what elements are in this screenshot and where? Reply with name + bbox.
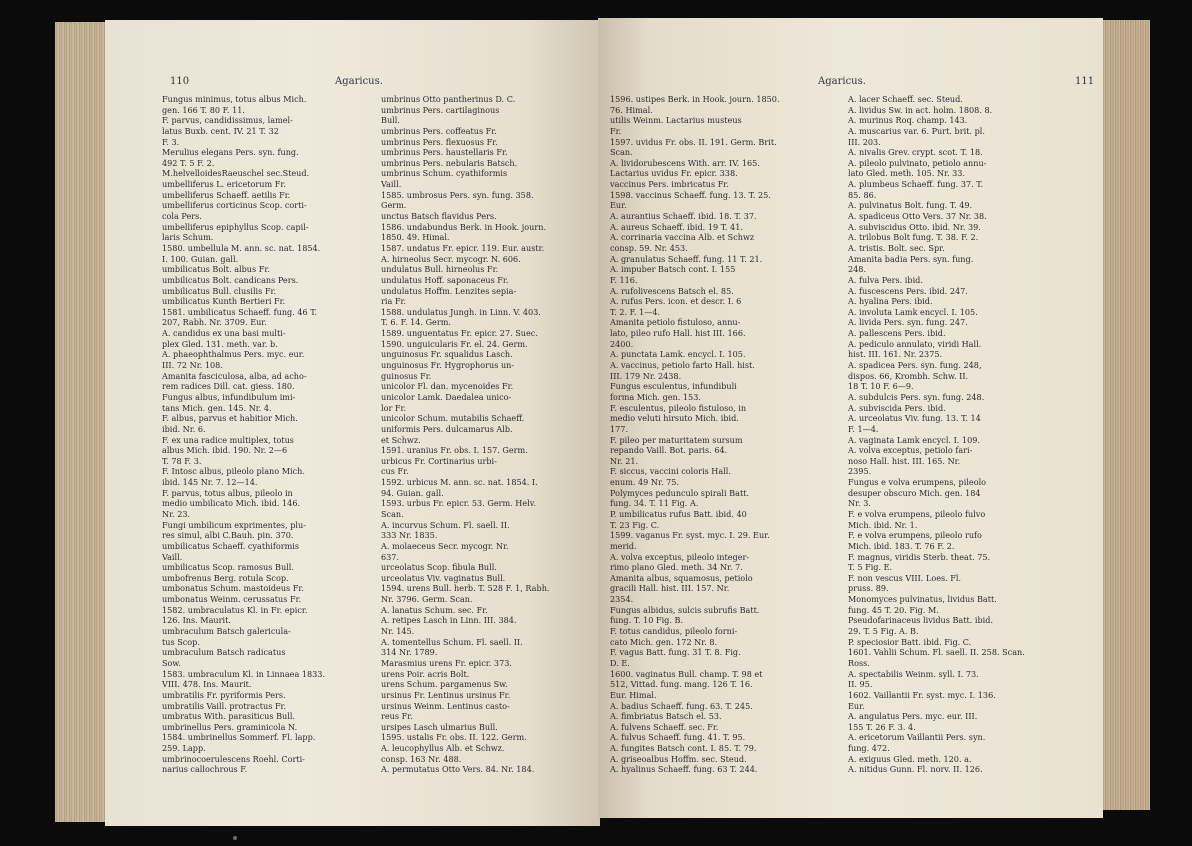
entry-line: umbraculum Batsch galericula-: [162, 626, 291, 637]
entry-line: A. corrinaria vaccina Alb. et Schwz: [610, 232, 755, 243]
entry-line: Fungus e volva erumpens, pileolo: [848, 477, 987, 488]
entry-line: plex Gled. 131. meth. var. b.: [162, 338, 278, 349]
entry-line: desuper obscuro Mich. gen. 184: [848, 487, 981, 498]
entry-line: Merulius elegans Pers. syn. fung.: [162, 147, 299, 158]
entry-line: Fungus albus, infundibulum imi-: [162, 391, 296, 402]
entry-line: Germ.: [381, 200, 407, 211]
entry-line: T. 2. F. 1—4.: [610, 306, 661, 317]
entry-line: 1583. umbraculum Kl. in Linnaea 1833.: [162, 668, 326, 679]
entry-line: cato Mich. gen. 172 Nr. 8.: [610, 636, 718, 647]
entry-line: A. vaccinus, petiolo farto Hall. hist.: [610, 360, 755, 371]
entry-line: A. fulvens Schaeff. sec. Fr.: [610, 721, 719, 732]
entry-line: noso Hall. hist. III. 165. Nr.: [848, 455, 961, 466]
entry-line: Nr. 145.: [381, 626, 415, 637]
entry-line: umbilicatus Bolt. albus Fr.: [162, 264, 270, 275]
entry-line: A. aurantius Schaeff. ibid. 18. T. 37.: [610, 211, 757, 222]
entry-line: Fungus albidus, sulcis subrufis Batt.: [610, 604, 760, 615]
entry-line: A. pallescens Pers. ibid.: [848, 328, 946, 339]
entry-line: rimo plano Gled. meth. 34 Nr. 7.: [610, 562, 743, 573]
entry-line: umbrinellus Pers. graminicola N.: [162, 721, 298, 732]
entry-line: F. vagus Batt. fung. 31 T. 8. Fig.: [610, 647, 741, 658]
entry-line: umbrinus Pers. flexuosus Fr.: [381, 136, 498, 147]
entry-line: tus Scop.: [162, 636, 200, 647]
entry-line: undulatus Hoff. saponaceus Fr.: [381, 274, 509, 285]
entry-line: medio umbilicato Mich. ibid. 146.: [162, 498, 301, 509]
entry-line: F. totus candidus, pileolo forni-: [610, 626, 738, 637]
entry-line: Fungus esculentus, infundibuli: [610, 381, 737, 392]
entry-line: F. ex una radice multiplex, totus: [162, 434, 294, 445]
entry-line: F. magnus, viridis Sterb. theat. 75.: [848, 551, 991, 562]
entry-line: T. 5 Fig. E.: [848, 562, 893, 573]
entry-line: 1601. Vahlii Schum. Fl. saell. II. 258. Scan.: [848, 647, 1025, 658]
entry-line: F. 3.: [162, 136, 180, 147]
entry-line: I. 100. Guian. gall.: [162, 253, 239, 264]
entry-line: fung. T. 10 Fig. B.: [610, 615, 684, 626]
entry-line: A. fungites Batsch cont. I. 85. T. 79.: [610, 743, 757, 754]
entry-line: A. lanatus Schum. sec. Fr.: [381, 604, 488, 615]
entry-line: A. ericetorum Vaillantii Pers. syn.: [848, 732, 986, 743]
entry-line: umbrinus Otto pantherinus D. C.: [381, 94, 516, 104]
entry-line: guinosus Fr.: [381, 370, 432, 381]
entry-line: unicolor Lamk. Daedalea unico-: [381, 391, 512, 402]
entry-line: A. murinus Roq. champ. 143.: [848, 115, 968, 126]
entry-line: 259. Lapp.: [162, 743, 206, 754]
entry-line: Eur.: [848, 700, 865, 711]
entry-line: unicolor Schum. mutabilis Schaeff.: [381, 413, 525, 424]
entry-line: Bull.: [381, 115, 400, 126]
entry-line: ria Fr.: [381, 296, 407, 307]
entry-line: F. non vescus VIII. Loes. Fl.: [848, 572, 962, 583]
entry-line: 248.: [848, 264, 867, 275]
entry-line: consp. 163 Nr. 488.: [381, 753, 462, 764]
entry-line: ursinus Weinm. Lentinus casto-: [381, 700, 510, 711]
entry-line: A. punctata Lamk. encycl. I. 105.: [610, 349, 746, 360]
entry-line: unguinosus Fr. squalidus Lasch.: [381, 349, 513, 360]
entry-line: Nr. 21.: [610, 455, 639, 466]
entry-line: A. trilobus Bolt fung. T. 38. F. 2.: [848, 232, 979, 243]
entry-line: A. badius Schaeff. fung. 63. T. 245.: [610, 700, 753, 711]
entry-line: urceolatus Scop. fibula Bull.: [381, 562, 497, 573]
entry-line: A. volva exceptus, petiolo fari-: [848, 445, 973, 456]
entry-line: latus Buxb. cent. IV. 21 T. 32: [162, 125, 279, 136]
entry-line: umbrinus Pers. nebularis Batsch.: [381, 157, 518, 168]
entry-line: 1592. urbicus M. ann. sc. nat. 1854. I.: [381, 477, 538, 488]
entry-line: A. aureus Schaeff. ibid. 19 T. 41.: [610, 221, 743, 232]
entry-line: A. hirneolus Secr. mycogr. N. 606.: [381, 253, 521, 264]
entry-line: 29. T. 5 Fig. A. B.: [848, 626, 919, 637]
entry-line: vaccinus Pers. imbricatus Fr.: [610, 179, 729, 190]
entry-line: Nr. 23.: [162, 508, 191, 519]
entry-line: A. molaeceus Secr. mycogr. Nr.: [381, 540, 509, 551]
entry-line: Fungus minimus, totus albus Mich.: [162, 94, 307, 104]
entry-line: M.helvelloidesRaeuschel sec.Steud.: [162, 168, 310, 179]
entry-line: cus Fr.: [381, 466, 409, 477]
entry-line: unguinosus Fr. Hygrophorus un-: [381, 360, 515, 371]
entry-line: A. leucophyllus Alb. et Schwz.: [381, 743, 505, 754]
entry-line: 2395.: [848, 466, 872, 477]
entry-line: 207, Rabh. Nr. 3709. Eur.: [162, 317, 267, 328]
entry-line: merid.: [610, 540, 637, 551]
entry-line: 1586. undabundus Berk. in Hook. journ.: [381, 221, 547, 232]
entry-line: A. volva exceptus, pileolo integer-: [610, 551, 750, 562]
entry-line: Marasmius urens Fr. epicr. 373.: [381, 657, 512, 668]
left-page-number: 110: [170, 76, 190, 87]
entry-line: F. siccus, vaccini coloris Hall.: [610, 466, 731, 477]
entry-line: undulatus Bull. hirneolus Fr.: [381, 264, 499, 275]
entry-line: Fr.: [610, 125, 622, 136]
entry-line: 1594. urens Bull. herb. T. 528 F. 1, Rabh.: [381, 583, 550, 594]
entry-line: lor Fr.: [381, 402, 407, 413]
entry-line: 1582. umbraculatus Kl. in Fr. epicr.: [162, 604, 308, 615]
entry-line: Mich. ibid. 183. T. 76 F. 2.: [848, 540, 955, 551]
entry-line: D. E.: [610, 657, 630, 668]
entry-line: A. urceolatus Viv. fung. 13. T. 14: [848, 413, 981, 424]
entry-line: A. phaeophthalmus Pers. myc. eur.: [162, 349, 305, 360]
entry-line: unicolor Fl. dan. mycenoides Fr.: [381, 381, 514, 392]
entry-line: F. esculentus, pileolo fistuloso, in: [610, 402, 747, 413]
entry-line: umbrinus Pers. coffeatus Fr.: [381, 125, 497, 136]
entry-line: A. subviscidus Otto. ibid. Nr. 39.: [848, 221, 981, 232]
entry-line: umbraculum Batsch radicatus: [162, 647, 286, 658]
entry-line: A. fuscescens Pers. ibid. 247.: [848, 285, 968, 296]
entry-line: II. 95.: [848, 679, 873, 690]
entry-line: Polymyces pedunculo spirali Batt.: [610, 487, 750, 498]
entry-line: urens Schum. pargamenus Sw.: [381, 679, 508, 690]
entry-line: 126. Ins. Maurit.: [162, 615, 231, 626]
right-running-head: Agaricus.: [818, 76, 866, 87]
entry-line: A. rufus Pers. icon. et descr. I. 6: [610, 296, 742, 307]
entry-line: A. spectabilis Weinm. syll. I. 73.: [848, 668, 979, 679]
entry-line: ursinus Fr. Lentinus ursinus Fr.: [381, 689, 511, 700]
entry-line: A. impuber Batsch cont. I. 155: [610, 264, 736, 275]
entry-line: Sow.: [162, 657, 181, 668]
entry-line: umbonatus Schum. mastoideus Fr.: [162, 583, 304, 594]
entry-line: F. e volva erumpens, pileolo fulvo: [848, 508, 986, 519]
entry-line: A. fulva Pers. ibid.: [848, 274, 923, 285]
entry-line: unctus Batsch flavidus Pers.: [381, 211, 497, 222]
entry-line: A. granulatus Schaeff. fung. 11 T. 21.: [610, 253, 763, 264]
entry-line: 1585. umbrosus Pers. syn. fung. 358.: [381, 189, 534, 200]
entry-line: albus Mich. ibid. 190. Nr. 2—6: [162, 445, 288, 456]
entry-line: Amanita badia Pers. syn. fung.: [848, 253, 974, 264]
entry-line: A. plumbeus Schaeff. fung. 37. T.: [848, 179, 984, 190]
entry-line: Amanita fasciculosa, alba, ad acho-: [162, 370, 307, 381]
entry-line: A. exiguus Gled. meth. 120. a.: [848, 753, 972, 764]
entry-line: Nr. 3.: [848, 498, 871, 509]
entry-line: F. Intosc albus, pileolo plano Mich.: [162, 466, 305, 477]
entry-line: uniformis Pers. dulcamarus Alb.: [381, 423, 513, 434]
left-running-head: Agaricus.: [335, 76, 383, 87]
entry-line: A. subdulcis Pers. syn. fung. 248.: [848, 391, 985, 402]
entry-line: umbratilis Vaill. protractus Fr.: [162, 700, 287, 711]
entry-line: res simul, albi C.Bauh. pin. 370.: [162, 530, 294, 541]
entry-line: fung. 34. T. 11 Fig. A.: [610, 498, 699, 509]
entry-line: utilis Weinm. Lactarius musteus: [610, 115, 742, 126]
entry-line: umbelliferus epiphyllus Scop. capil-: [162, 221, 309, 232]
entry-line: hist. III. 161. Nr. 2375.: [848, 349, 943, 360]
page-edges-right: [1100, 20, 1150, 810]
entry-line: 1598. vaccinus Schaeff. fung. 13. T. 25.: [610, 189, 771, 200]
entry-line: 1584. umbrinellus Sommerf. Fl. lapp.: [162, 732, 316, 743]
entry-line: A. angulatus Pers. myc. eur. III.: [848, 711, 978, 722]
entry-line: Amanita petiolo fistuloso, annu-: [610, 317, 741, 328]
entry-line: umbrinus Pers. haustellaris Fr.: [381, 147, 508, 158]
entry-line: A. spadicea Pers. syn. fung. 248,: [848, 360, 982, 371]
entry-line: 1602. Vaillantii Fr. syst. myc. I. 136.: [848, 689, 996, 700]
entry-line: Scan.: [381, 508, 404, 519]
entry-line: Mich. ibid. Nr. 1.: [848, 519, 918, 530]
entry-line: A. vaginata Lamk encycl. I. 109.: [848, 434, 980, 445]
entry-line: F. 1—4.: [848, 423, 879, 434]
entry-line: Vaill.: [381, 179, 402, 190]
entry-line: 492 T. 5 F. 2.: [162, 157, 215, 168]
entry-line: lato Gled. meth. 105. Nr. 33.: [848, 168, 966, 179]
entry-line: 2354.: [610, 594, 634, 605]
entry-line: 1588. undulatus Jungh. in Linn. V. 403.: [381, 306, 541, 317]
entry-line: A. tristis. Bolt. sec. Spr.: [848, 242, 945, 253]
entry-line: A. nitidus Gunn. Fl. norv. II. 126.: [848, 764, 983, 775]
entry-line: umbrinus Schum. cyathiformis: [381, 168, 508, 179]
entry-line: pruss. 89.: [848, 583, 889, 594]
entry-line: 1600. vaginatus Bull. champ. T. 98 et: [610, 668, 763, 679]
entry-line: tans Mich. gen. 145. Nr. 4.: [162, 402, 272, 413]
entry-line: urens Poir. acris Bolt.: [381, 668, 470, 679]
entry-line: 637.: [381, 551, 400, 562]
entry-line: undulatus Hoffm. Lenzites sepia-: [381, 285, 517, 296]
right-column-2: [848, 94, 1078, 775]
entry-line: P. speciosior Batt. ibid. Fig. C.: [848, 636, 972, 647]
entry-line: 314 Nr. 1789.: [381, 647, 438, 658]
entry-line: 1589. unguentatus Fr. epicr. 27. Suec.: [381, 328, 538, 339]
entry-line: 1580. umbellula M. ann. sc. nat. 1854.: [162, 242, 321, 253]
entry-line: F. e volva erumpens, pileolo rufo: [848, 530, 982, 541]
right-page-number: 111: [1075, 76, 1095, 87]
entry-line: laris Schum.: [162, 232, 214, 243]
right-column-1: [610, 94, 842, 775]
entry-line: umbelliferus L. ericetorum Fr.: [162, 179, 286, 190]
entry-line: urceolatus Viv. vaginatus Bull.: [381, 572, 506, 583]
entry-line: F. parvus, candidissimus, lamel-: [162, 115, 293, 126]
page-speck: [233, 836, 237, 840]
entry-line: 1599. vaganus Fr. syst. myc. I. 29. Eur.: [610, 530, 770, 541]
entry-line: A. tomentellus Schum. Fl. saell. II.: [381, 636, 523, 647]
entry-line: umbilicatus Bolt. candicans Pers.: [162, 274, 299, 285]
entry-line: umbilicatus Bull. clusilis Fr.: [162, 285, 277, 296]
entry-line: 1597. uvidus Fr. obs. II. 191. Germ. Brit.: [610, 136, 777, 147]
entry-line: consp. 59. Nr. 453.: [610, 242, 688, 253]
left-column-1: [162, 94, 375, 775]
entry-line: 1581. umbilicatus Schaeff. fung. 46 T.: [162, 306, 318, 317]
entry-line: gen. 166 T. 80 F. 11.: [162, 104, 245, 115]
entry-line: Fungi umbilicum exprimentes, plu-: [162, 519, 306, 530]
entry-line: fung. 45 T. 20. Fig. M.: [848, 604, 939, 615]
entry-line: 76. Himal.: [610, 104, 653, 115]
entry-line: 1593. urbus Fr. epicr. 53. Germ. Helv.: [381, 498, 536, 509]
entry-line: lato, pileo rufo Hall. hist III. 166.: [610, 328, 746, 339]
entry-line: A. lividorubescens With. arr. IV. 165.: [610, 157, 760, 168]
entry-line: ibid. Nr. 6.: [162, 423, 206, 434]
entry-line: 1596. ustipes Berk. in Hook. journ. 1850.: [610, 94, 780, 104]
entry-line: A. subviscida Pers. ibid.: [848, 402, 946, 413]
entry-line: A. fimbriatus Batsch el. 53.: [610, 711, 722, 722]
left-column-2: [381, 94, 595, 775]
entry-line: A. spadiceus Otto Vers. 37 Nr. 38.: [848, 211, 987, 222]
entry-line: III. 203.: [848, 136, 881, 147]
entry-line: umbilicatus Kunth Bertieri Fr.: [162, 296, 286, 307]
entry-line: T. 6. F. 14. Germ.: [381, 317, 451, 328]
entry-line: Lactarius uvidus Fr. epicr. 338.: [610, 168, 738, 179]
entry-line: medio veluti hirsuto Mich. ibid.: [610, 413, 739, 424]
entry-line: umbilicatus Scop. ramosus Bull.: [162, 562, 294, 573]
entry-line: A. hyalinus Schaeff. fung. 63 T. 244.: [610, 764, 758, 775]
entry-line: umbratus With. parasiticus Bull.: [162, 711, 295, 722]
entry-line: rem radices Dill. cat. giess. 180.: [162, 381, 295, 392]
entry-line: Monomyces pulvinatus, lividus Batt.: [848, 594, 997, 605]
entry-line: Amanita albus, squamosus, petiolo: [610, 572, 753, 583]
entry-line: fung. 472.: [848, 743, 890, 754]
entry-line: A. incurvus Schum. Fl. saell. II.: [381, 519, 510, 530]
entry-line: Scan.: [610, 147, 633, 158]
entry-line: reus Fr.: [381, 711, 413, 722]
entry-line: 1850. 49. Himal.: [381, 232, 450, 243]
entry-line: gracili Hall. hist. III. 157. Nr.: [610, 583, 730, 594]
entry-line: umbonatus Weinm. cerussatus Fr.: [162, 594, 302, 605]
entry-line: cola Pers.: [162, 211, 202, 222]
entry-line: umbratilis Fr. pyriformis Pers.: [162, 689, 286, 700]
entry-line: umbrinocoerulescens Roehl. Corti-: [162, 753, 305, 764]
entry-line: A. rufolivescens Batsch el. 85.: [610, 285, 734, 296]
entry-line: Ross.: [848, 657, 870, 668]
entry-line: urbicus Fr. Cortinarius urbi-: [381, 455, 497, 466]
entry-line: III. 179 Nr. 2438.: [610, 370, 682, 381]
entry-line: VIII. 478. Ins. Maurit.: [162, 679, 252, 690]
entry-line: et Schwz.: [381, 434, 421, 445]
entry-line: A. lacer Schaeff. sec. Steud.: [848, 94, 963, 104]
entry-line: A. muscarius var. 6. Purt. brit. pl.: [848, 125, 985, 136]
entry-line: umbelliferus corticinus Scop. corti-: [162, 200, 307, 211]
entry-line: 1590. unguicularis Fr. el. 24. Germ.: [381, 338, 528, 349]
entry-line: dispos. 66, Krombh. Schw. II.: [848, 370, 969, 381]
entry-line: F. 116.: [610, 274, 638, 285]
entry-line: umbilicatus Schaeff. cyathiformis: [162, 540, 300, 551]
entry-line: 85. 86.: [848, 189, 877, 200]
entry-line: 1587. undatus Fr. epicr. 119. Eur. austr.: [381, 242, 545, 253]
entry-line: 2400.: [610, 338, 634, 349]
entry-line: A. lividus Sw. in act. holm. 1808. 8.: [848, 104, 993, 115]
entry-line: A. livida Pers. syn. fung. 247.: [848, 317, 968, 328]
entry-line: F. parvus, totus albus, pileolo in: [162, 487, 293, 498]
entry-line: enum. 49 Nr. 75.: [610, 477, 679, 488]
entry-line: repando Vaill. Bot. paris. 64.: [610, 445, 728, 456]
entry-line: P. umbilicatus rufus Batt. ibid. 40: [610, 508, 747, 519]
entry-line: Eur.: [610, 200, 627, 211]
entry-line: 177.: [610, 423, 629, 434]
entry-line: narius callochrous F.: [162, 764, 248, 775]
entry-line: A. griseoalbus Hoffm. sec. Steud.: [610, 753, 747, 764]
entry-line: A. involuta Lamk encycl. I. 105.: [848, 306, 978, 317]
entry-line: Nr. 3796. Germ. Scan.: [381, 594, 473, 605]
entry-line: A. pediculo annulato, viridi Hall.: [848, 338, 982, 349]
entry-line: 155 T. 26 F. 3. 4.: [848, 721, 916, 732]
entry-line: F. pileo per maturitatem sursum: [610, 434, 743, 445]
entry-line: A. nivalis Grev. crypt. scot. T. 18.: [848, 147, 983, 158]
entry-line: umbrinus Pers. cartilaginous: [381, 104, 500, 115]
entry-line: 18 T. 10 F. 6—9.: [848, 381, 914, 392]
entry-line: F. albus, parvus et habitior Mich.: [162, 413, 298, 424]
entry-line: A. fulvus Schaeff. fung. 41. T. 95.: [610, 732, 746, 743]
entry-line: 94. Guian. gall.: [381, 487, 444, 498]
entry-line: 512, Vittad. fung. mang. 126 T. 16.: [610, 679, 753, 690]
entry-line: umbofrenus Berg. rotula Scop.: [162, 572, 289, 583]
entry-line: A. hyalina Pers. ibid.: [848, 296, 933, 307]
entry-line: 1595. ustalis Fr. obs. II. 122. Germ.: [381, 732, 527, 743]
entry-line: Eur. Himal.: [610, 689, 657, 700]
entry-line: III. 72 Nr. 108.: [162, 360, 223, 371]
entry-line: forma Mich. gen. 153.: [610, 391, 701, 402]
entry-line: T. 78 F. 3.: [162, 455, 202, 466]
entry-line: ursipes Lasch ulmarius Bull.: [381, 721, 498, 732]
entry-line: Pseudofarinaceus lividus Batt. ibid.: [848, 615, 994, 626]
entry-line: T. 23 Fig. C.: [610, 519, 660, 530]
entry-line: ibid. 145 Nr. 7. 12—14.: [162, 477, 258, 488]
entry-line: 333 Nr. 1835.: [381, 530, 438, 541]
entry-line: Vaill.: [162, 551, 183, 562]
entry-line: A. pulvinatus Bolt. fung. T. 49.: [848, 200, 973, 211]
entry-line: 1591. uranius Fr. obs. I. 157. Germ.: [381, 445, 528, 456]
entry-line: A. pileolo pulvinato, petiolo annu-: [848, 157, 987, 168]
entry-line: A. permutatus Otto Vers. 84. Nr. 184.: [381, 764, 535, 775]
entry-line: A. candidus ex una basi multi-: [162, 328, 286, 339]
entry-line: A. retipes Lasch in Linn. III. 384.: [381, 615, 517, 626]
entry-line: umbelliferus Schaeff. aetilis Fr.: [162, 189, 291, 200]
